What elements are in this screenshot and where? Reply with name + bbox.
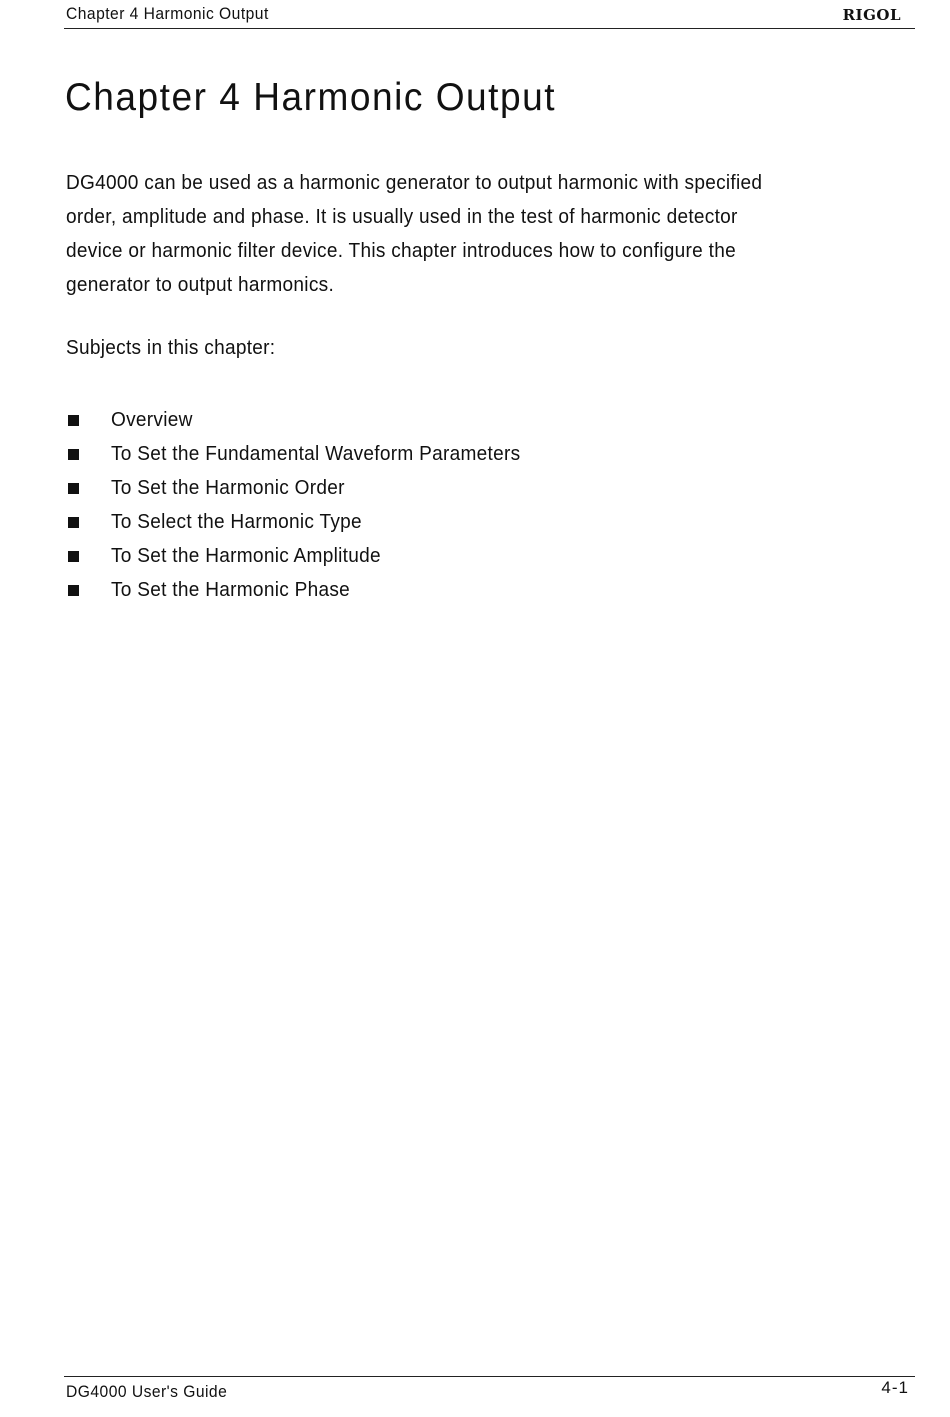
- page-header: [64, 4, 915, 29]
- chapter-title: Chapter 4 Harmonic Output: [65, 76, 557, 119]
- topic-label: To Select the Harmonic Type: [111, 510, 362, 533]
- square-bullet-icon: [68, 415, 79, 426]
- intro-paragraph: [66, 166, 896, 302]
- topic-label: To Set the Fundamental Waveform Parameters: [111, 442, 521, 465]
- intro-line: order, amplitude and phase. It is usually used in the test of harmonic detector: [66, 205, 738, 228]
- topic-label: To Set the Harmonic Phase: [111, 578, 351, 601]
- footer-guide-title: DG4000 User's Guide: [66, 1382, 228, 1401]
- footer-divider: [64, 1376, 915, 1377]
- square-bullet-icon: [68, 585, 79, 596]
- topic-label: Overview: [111, 408, 193, 431]
- subjects-label: Subjects in this chapter:: [66, 336, 276, 359]
- square-bullet-icon: [68, 551, 79, 562]
- square-bullet-icon: [68, 483, 79, 494]
- page-number: 4-1: [881, 1378, 909, 1397]
- intro-line: device or harmonic filter device. This chapter introduces how to configure the: [66, 239, 736, 262]
- header-chapter-title: Chapter 4 Harmonic Output: [66, 4, 269, 23]
- brand-logo: RIGOL: [842, 6, 901, 24]
- intro-line: generator to output harmonics.: [66, 273, 335, 296]
- topic-label: To Set the Harmonic Amplitude: [111, 544, 381, 567]
- topic-label: To Set the Harmonic Order: [111, 476, 345, 499]
- square-bullet-icon: [68, 517, 79, 528]
- square-bullet-icon: [68, 449, 79, 460]
- intro-line: DG4000 can be used as a harmonic generator to output harmonic with specified: [66, 171, 763, 194]
